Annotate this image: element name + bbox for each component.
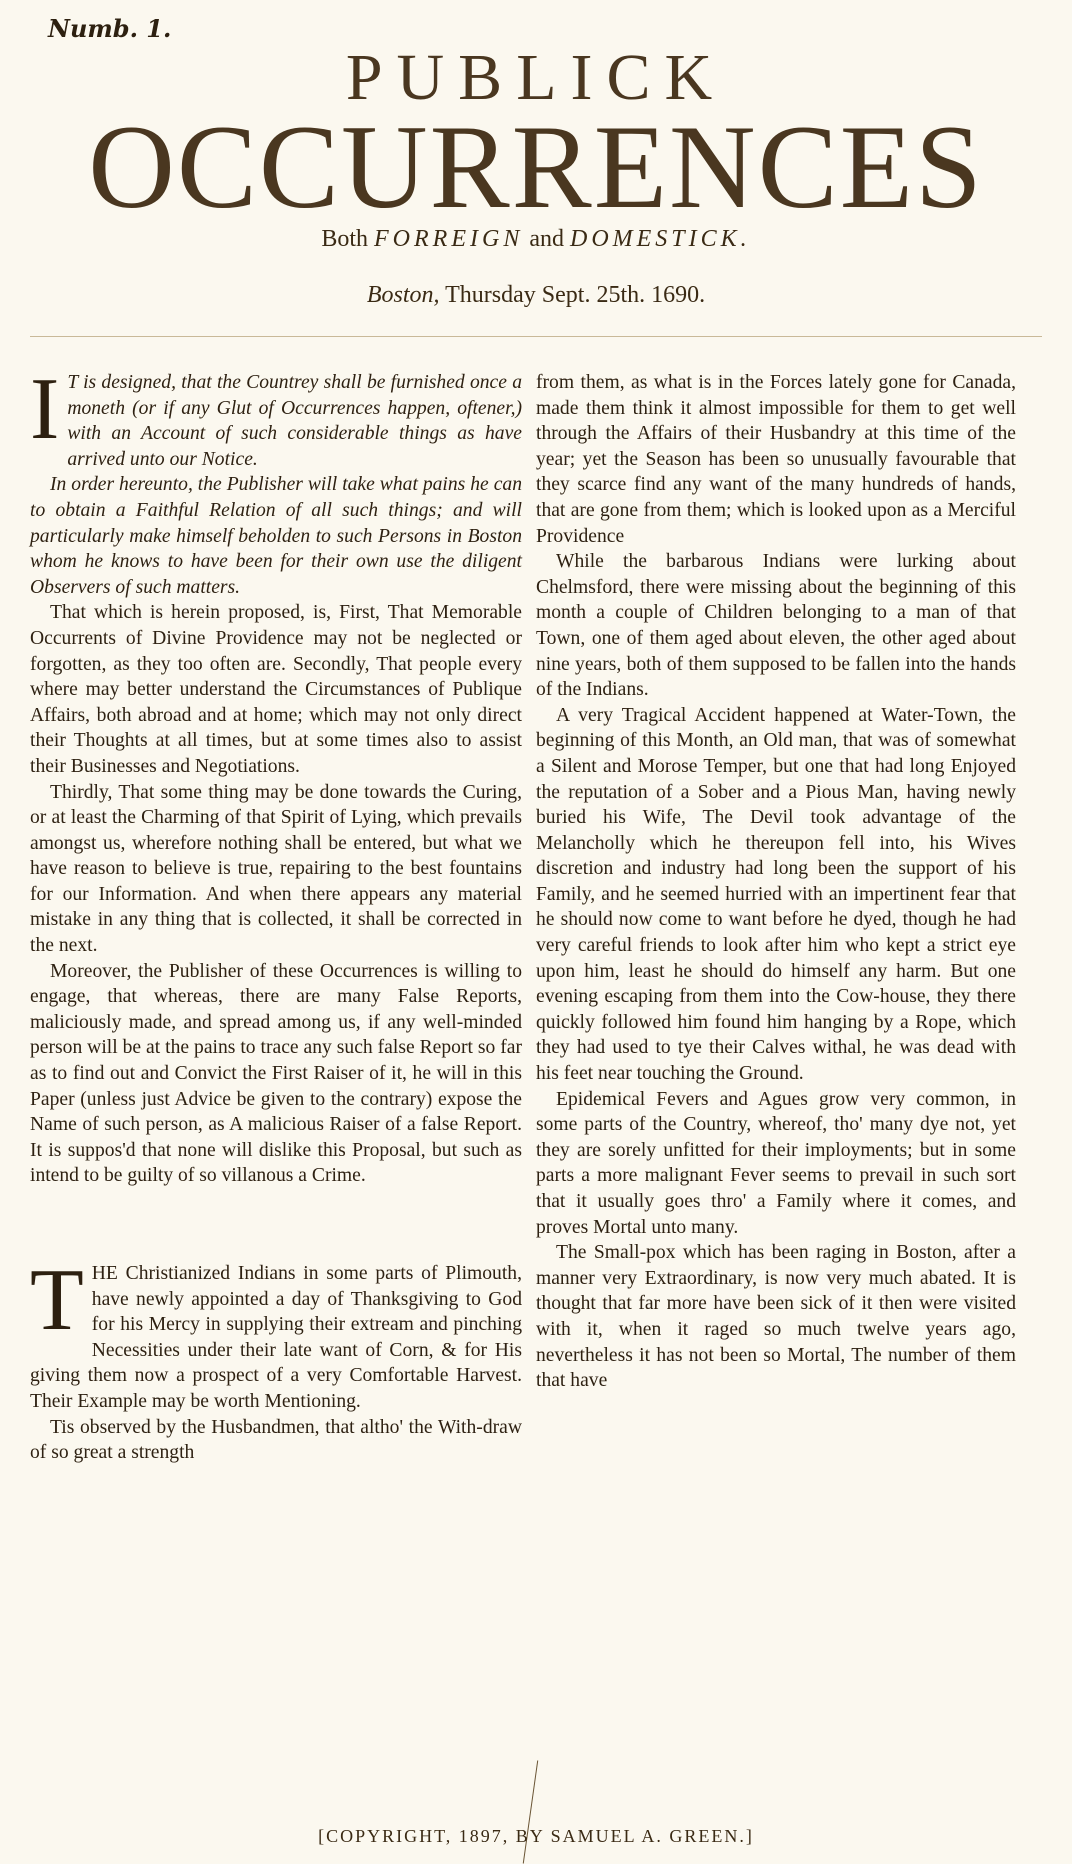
subtitle-domestick: DOMESTICK. xyxy=(569,226,751,252)
copyright-footer: [COPYRIGHT, 1897, BY SAMUEL A. GREEN.] xyxy=(318,1826,754,1846)
masthead-subtitle xyxy=(0,226,1072,253)
article-indians-paragraph xyxy=(30,1252,522,1415)
dateline-place: Boston, xyxy=(366,282,440,308)
header-rule xyxy=(30,336,1042,337)
dropcap-i: I xyxy=(30,361,60,458)
article-paragraph: In order hereunto, the Publisher will take what pains he can to obtain a Faithful Relation of all such things; and will particularly make himself beholden to such Persons in Boston whom he knows to have been for their own use the diligent Observers of such matters. xyxy=(30,474,522,598)
article-intro-text: T is designed, that the Countrey shall be furnished once a moneth (or if any Glut of Occurrences happen, oftener,) with an Account of such considerable things as have arrived unto our Notice. xyxy=(67,372,522,470)
masthead-line-1: PUBLICK xyxy=(345,41,727,114)
article-paragraph: Epidemical Fevers and Agues grow very common, in some parts of the Country, whereof, tho' many dye not, yet they are sorely unfitted for their imployments; but in some parts a more malignant Fever seems to prevail in such sort that it usually goes thro' a Family where it comes, and proves Mortal unto many. xyxy=(536,1088,1016,1238)
subtitle-and: and xyxy=(529,226,564,252)
masthead-line-2: OCCURRENCES xyxy=(88,100,984,233)
issue-number: Numb. 1. xyxy=(48,14,172,43)
subtitle-forreign: FORREIGN xyxy=(374,226,524,252)
article-paragraph: A very Tragical Accident happened at Water-Town, the beginning of this Month, an Old man, that was of somewhat a Silent and Morose Temper, but one that had long Enjoyed the reputation of a Sober and a Pious Man, having newly buried his Wife, The Devil took advantage of the Melancholly which he thereupon fell into, his Wives discretion and industry had long been the support of his Family, and he seemed hurried with an impertinent fear that he should now come to want before he dyed, though he had very careful friends to look after him who kept a strict eye upon him, least he should do himself any harm. But one evening escaping from them into the Cow-house, they there quickly followed him found him hanging by a Rope, which they had used to tye their Calves withal, he was dead with his feet near touching the Ground. xyxy=(536,704,1016,1085)
article-paragraph: While the barbarous Indians were lurking about Chelmsford, there were missing about the beginning of this month a couple of Children belonging to a man of that Town, one of them aged about eleven, the other aged about nine years, both of them supposed to be fallen into the hands of the Indians. xyxy=(536,551,1016,701)
dateline xyxy=(0,282,1072,309)
article-paragraph: from them, as what is in the Forces lately gone for Canada, made them think it almost impossible for them to get well through the Affairs of their Husbandry at this time of the year; yet the Season has been so unusually favourable that they scarce find any want of the many hundreds of hands, that are gone from them; which is looked upon as a Merciful Providence xyxy=(536,372,1016,547)
dateline-date: Thursday Sept. 25th. 1690. xyxy=(445,282,706,308)
article-intro-paragraph xyxy=(30,361,522,472)
left-column xyxy=(30,361,522,1466)
article-paragraph: Tis observed by the Husbandmen, that altho' the With-draw of so great a strength xyxy=(30,1416,522,1464)
right-column xyxy=(536,370,1016,1394)
article-paragraph: The Small-pox which has been raging in Boston, after a manner very Extraordinary, is now very much abated. It is thought that far more have been sick of it then were visited with it, when it raged so much twelve years ago, nevertheless it has not been so Mortal, The number of them that have xyxy=(536,1242,1016,1392)
page-fold-mark xyxy=(523,1760,538,1863)
subtitle-both: Both xyxy=(321,226,369,252)
article-paragraph: Moreover, the Publisher of these Occurrences is willing to engage, that whereas, there are many False Reports, maliciously made, and spread among us, if any well-minded person will be at the pains to trace any such false Report so far as to find out and Convict the First Raiser of it, he will in this Paper (unless just Advice be given to the contrary) expose the Name of such person, as A malicious Raiser of a false Report. It is suppos'd that none will dislike this Proposal, but such as intend to be guilty of so villanous a Crime. xyxy=(30,960,522,1187)
article-indians-text: HE Christianized Indians in some parts of Plimouth, have newly appointed a day of Thanksgiving to God for his Mercy in supplying their extream and pinching Necessities under their late want of Corn, & for His giving them now a prospect of a very Comfortable Harvest. Their Example may be worth Mentioning. xyxy=(30,1263,522,1412)
section-gap xyxy=(30,1189,522,1261)
article-paragraph: That which is herein proposed, is, First, That Memorable Occurrents of Divine Providence may not be neglected or forgotten, as they too often are. Secondly, That people every where may better understand the Circumstances of Publique Affairs, both abroad and at home; which may not only direct their Thoughts at all times, but at some times also to assist their Businesses and Negotiations. xyxy=(30,602,522,777)
article-paragraph: Thirdly, That some thing may be done towards the Curing, or at least the Charming of that Spirit of Lying, which prevails amongst us, wherefore nothing shall be entered, but what we have reason to believe is true, repairing to the best fountains for our Information. And when there appears any material mistake in any thing that is collected, it shall be corrected in the next. xyxy=(30,781,522,957)
dropcap-t: T xyxy=(30,1252,84,1349)
